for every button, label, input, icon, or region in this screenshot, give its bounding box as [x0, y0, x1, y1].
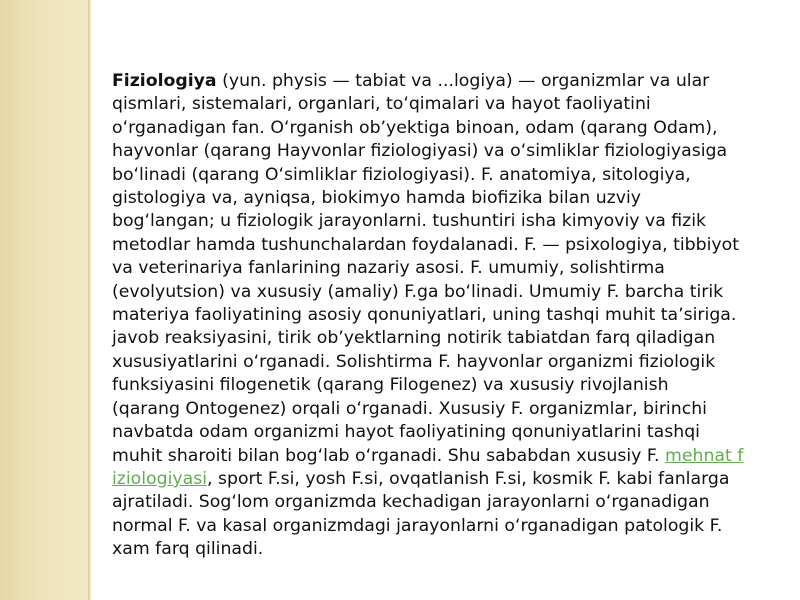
- text-line-6: gistologiya va, ayniqsa, biokimyo hamda biofizika bilan uzviy: [112, 188, 641, 209]
- text-line-2: qismlari, sistemalari, organlari, toʻqimalari va hayot faoliyatini: [112, 94, 651, 115]
- text-line-15: (qarang Ontogenez) orqali oʻrganadi. Xususiy F. organizmlar, birinchi: [112, 398, 707, 419]
- text-line-8: metodlar hamda tushunchalardan foydalanadi. F. — psixologiya, tibbiyot: [112, 234, 739, 255]
- text-line-7: bogʻlangan; u fiziologik jarayonlarni. tushuntiri isha kimyoviy va fizik: [112, 211, 707, 232]
- text-line-13: xususiyatlarini oʻrganadi. Solishtirma F. hayvonlar organizmi fiziologik: [112, 351, 716, 372]
- article-text: [112, 70, 800, 590]
- text-line-16: navbatda odam organizmi hayot faoliyatining qonuniyatlarini tashqi: [112, 422, 700, 443]
- text-line-19: ajratiladi. Sogʻlom organizmda kechadigan jarayonlarni oʻrganadigan: [112, 492, 710, 513]
- text-line-9: va veterinariya fanlarining nazariy asosi. F. umumiy, solishtirma: [112, 258, 665, 279]
- sidebar-edge: [88, 0, 91, 600]
- text-line-11: materiya faoliyatining asosiy qonuniyatlari, uning tashqi muhit taʼsiriga.: [112, 305, 737, 326]
- text-line-14: funksiyasini filogenetik (qarang Filogenez) va xususiy rivojlanish: [112, 375, 669, 396]
- text-line-12: javob reaksiyasini, tirik obʼyektlarning notirik tabiatdan farq qiladigan: [112, 328, 716, 349]
- text-after-link: , sport F.si, yosh F.si, ovqatlanish F.si, kosmik F. kabi fanlarga: [207, 468, 730, 489]
- text-line-10: (evolyutsion) va xususiy (amaliy) F.ga boʻlinadi. Umumiy F. barcha tirik: [112, 281, 724, 302]
- text-line-17: muhit sharoiti bilan bogʻlab oʻrganadi. Shu sababdan xususiy F.: [112, 445, 666, 466]
- link-text-part-1[interactable]: mehnat f: [665, 445, 744, 466]
- text-line-20: normal F. va kasal organizmdagi jarayonlarni oʻrganadigan patologik F.: [112, 515, 723, 536]
- text-line-5: boʻlinadi (qarang Oʻsimliklar fiziologiyasi). F. anatomiya, sitologiya,: [112, 164, 691, 185]
- text-line-3: oʻrganadigan fan. Oʻrganish obʼyektiga binoan, odam (qarang Odam),: [112, 117, 718, 138]
- article-term: Fiziologiya: [112, 71, 217, 91]
- text-line-21: xam farq qilinadi.: [112, 539, 264, 560]
- text-line-4: hayvonlar (qarang Hayvonlar fiziologiyasi) va oʻsimliklar fiziologiyasiga: [112, 141, 728, 162]
- decorative-sidebar: [0, 0, 91, 600]
- link-text-part-2[interactable]: iziologiyasi: [112, 468, 208, 489]
- text-line-1: (yun. physis — tabiat va ...logiya) — organizmlar va ular: [216, 71, 710, 91]
